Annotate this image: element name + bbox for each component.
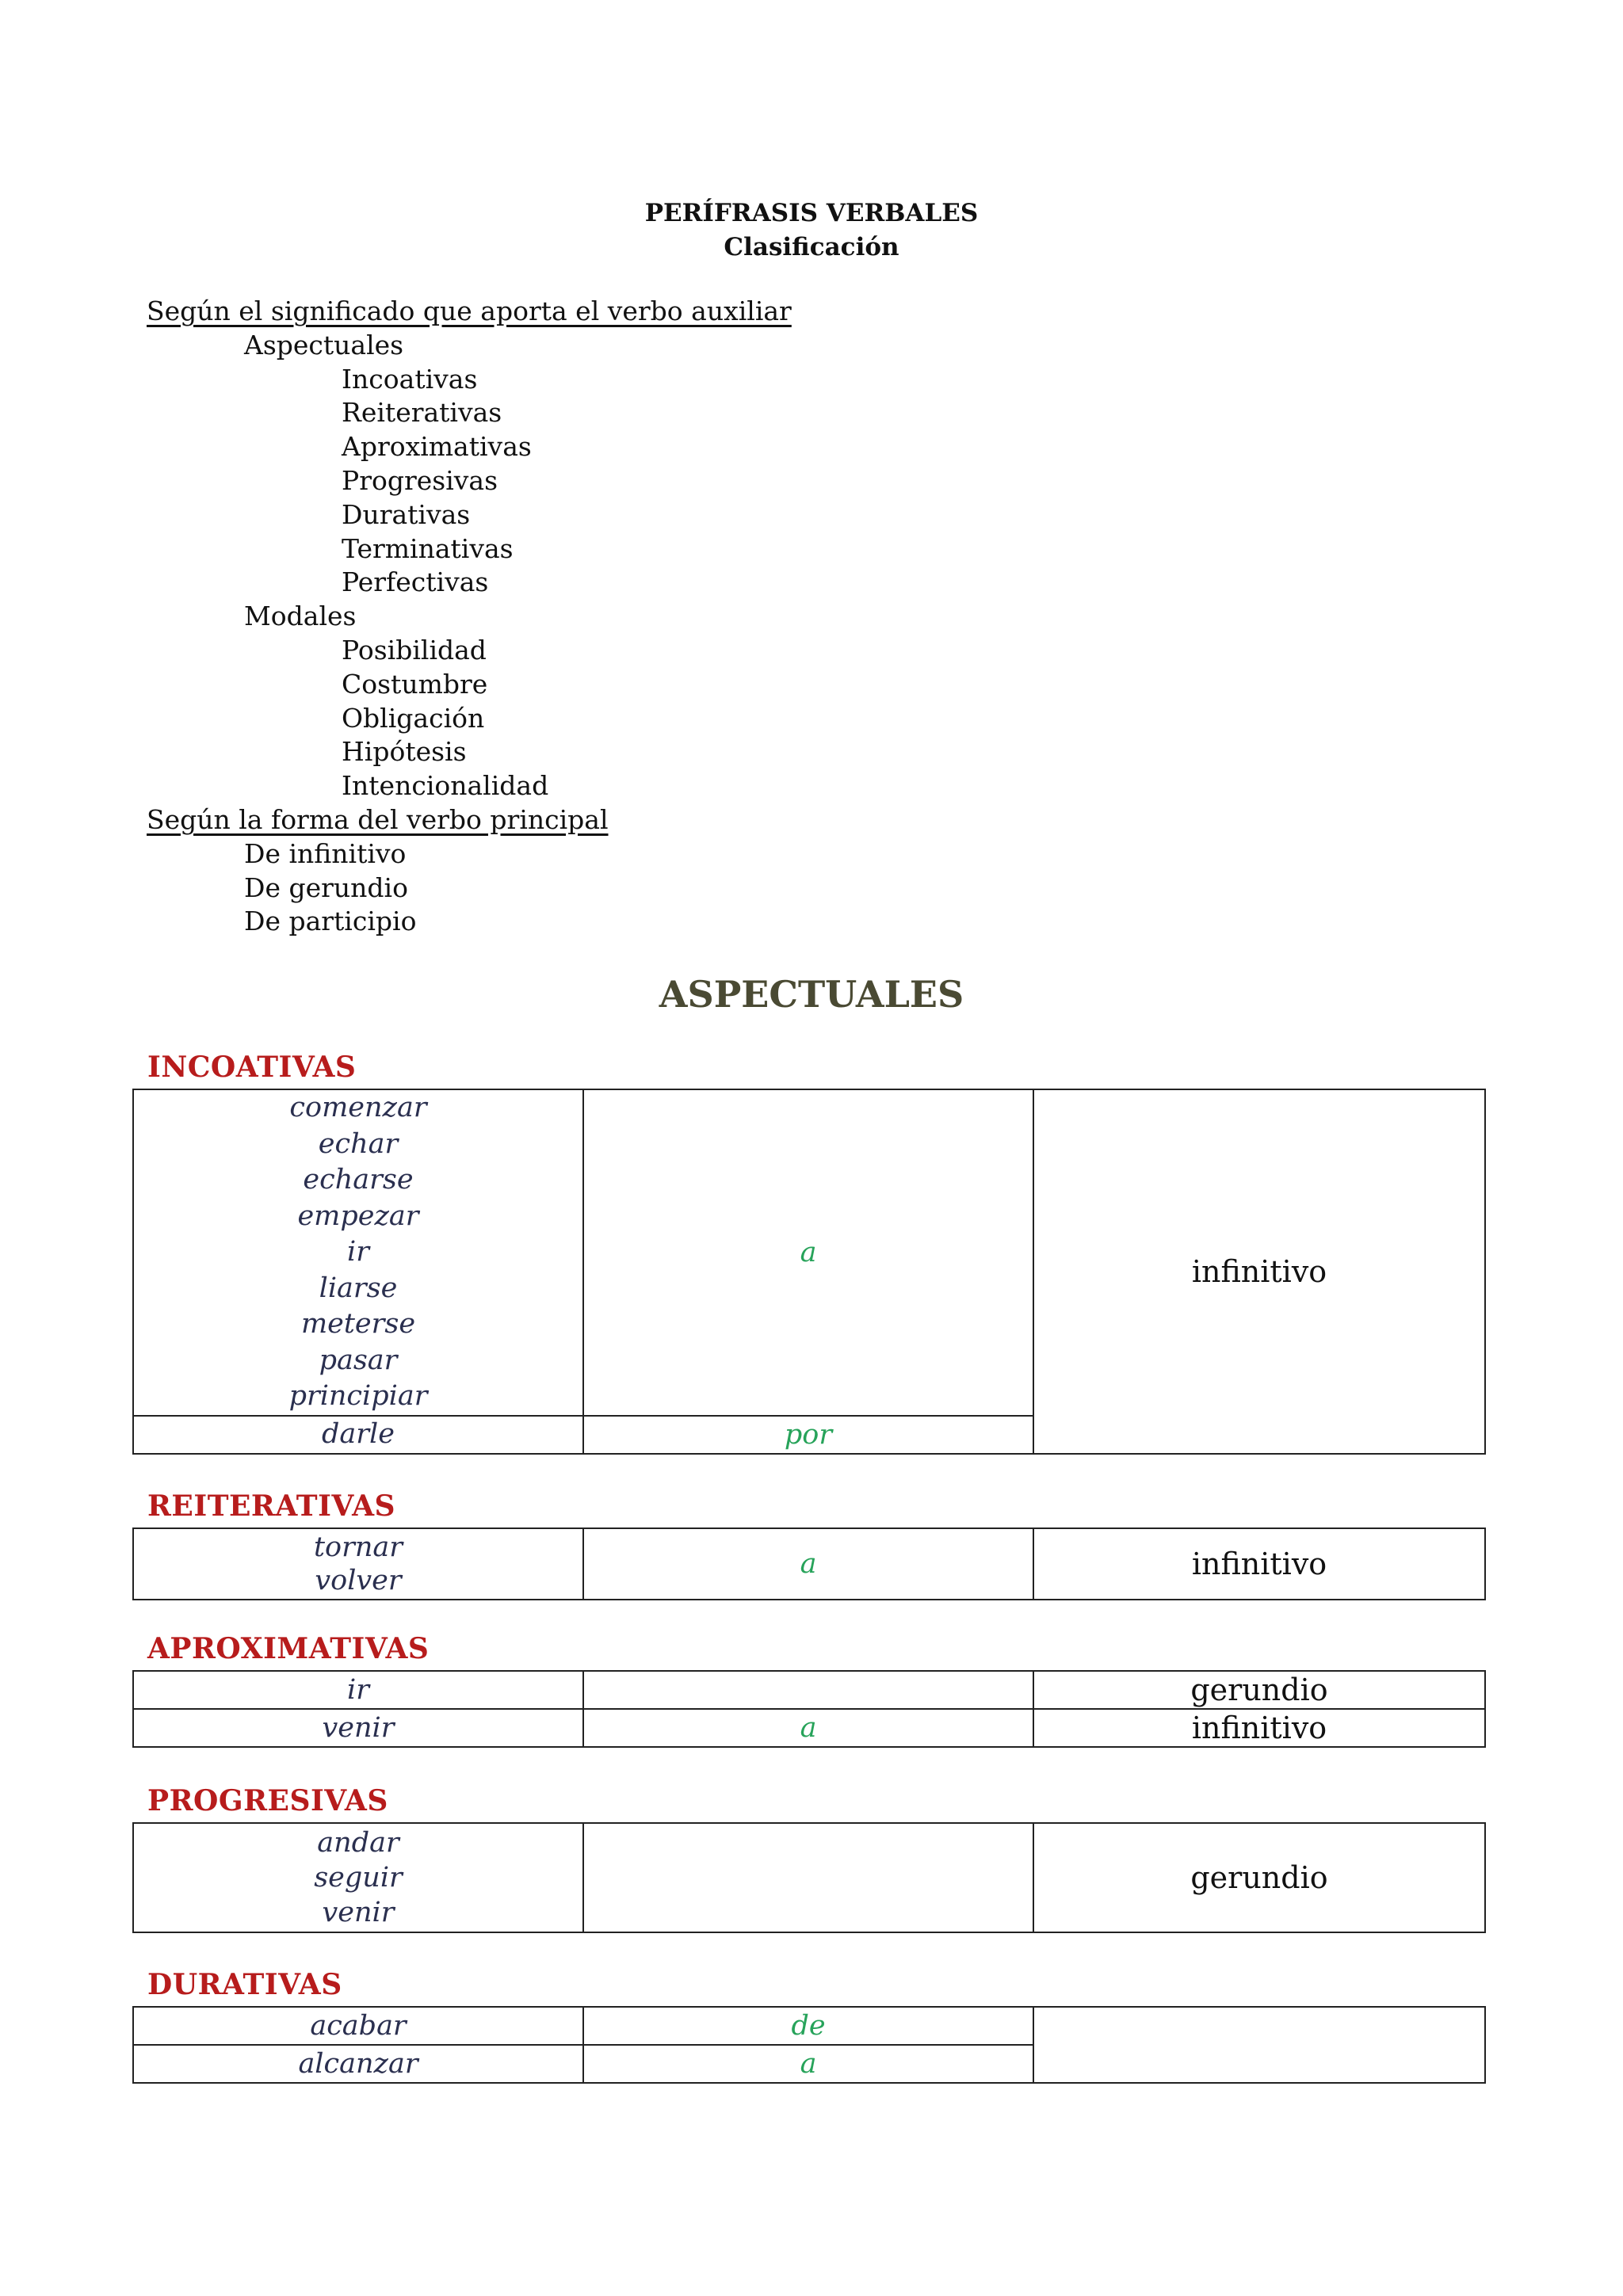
auxiliary-verb: meterse <box>300 1308 416 1341</box>
progresivas-table <box>132 1822 1486 1933</box>
verb-form-cell: gerundio <box>1033 1823 1485 1932</box>
outline-item: Reiterativas <box>342 397 502 429</box>
verb-form-cell: infinitivo <box>1033 1709 1485 1747</box>
aproximativas-heading: APROXIMATIVAS <box>147 1632 430 1665</box>
outline-item: Incoativas <box>342 363 478 395</box>
preposition-cell: a <box>583 2045 1033 2083</box>
preposition-cell: por <box>583 1416 1033 1454</box>
auxiliary-verb: volver <box>315 1565 402 1596</box>
outline-item: Costumbre <box>342 668 488 700</box>
auxiliary-verb: darle <box>322 1418 395 1451</box>
incoativas-table <box>132 1089 1486 1455</box>
preposition-cell: a <box>583 1528 1033 1600</box>
outline-item: Terminativas <box>342 532 514 564</box>
section-title: ASPECTUALES <box>659 973 964 1016</box>
auxiliary-verb: principiar <box>288 1380 428 1413</box>
outline-item: Perfectivas <box>342 566 489 598</box>
auxiliary-verbs-cell <box>133 1089 583 1416</box>
auxiliary-verb: liarse <box>319 1272 398 1304</box>
auxiliary-verb: echarse <box>303 1164 414 1196</box>
outline-item: Intencionalidad <box>342 770 549 802</box>
auxiliary-verb: empezar <box>297 1199 419 1232</box>
auxiliary-verb: seguir <box>314 1862 403 1894</box>
progresivas-heading: PROGRESIVAS <box>147 1784 388 1817</box>
table-row <box>133 1709 1485 1747</box>
outline-item: Hipótesis <box>342 736 467 768</box>
outline-item: Durativas <box>342 498 471 530</box>
outline-item: Según el significado que aporta el verbo auxiliar <box>147 296 792 326</box>
auxiliary-verb: ir <box>347 1236 369 1268</box>
durativas-heading: DURATIVAS <box>147 1968 342 2001</box>
document-title: PERÍFRASIS VERBALES <box>644 199 979 227</box>
outline-item: Posibilidad <box>342 634 487 666</box>
table-row <box>133 1671 1485 1709</box>
auxiliary-verbs-cell <box>133 1416 583 1454</box>
preposition-cell: a <box>583 1709 1033 1747</box>
outline-item: Obligación <box>342 702 485 734</box>
auxiliary-verb: ir <box>133 1671 583 1709</box>
auxiliary-verb: alcanzar <box>133 2045 583 2083</box>
auxiliary-verb: tornar <box>313 1531 403 1563</box>
table-row <box>133 1823 1485 1932</box>
auxiliary-verb: andar <box>317 1827 399 1859</box>
auxiliary-verb: venir <box>322 1897 395 1928</box>
table-row <box>133 1089 1485 1416</box>
aproximativas-table <box>132 1670 1486 1748</box>
outline-item: Según la forma del verbo principal <box>147 803 609 835</box>
preposition-cell <box>583 1671 1033 1709</box>
outline-item: De infinitivo <box>244 837 407 869</box>
verb-form-cell: gerundio <box>1033 1671 1485 1709</box>
preposition-cell <box>583 1823 1033 1932</box>
preposition-cell: de <box>583 2007 1033 2045</box>
table-row <box>133 2007 1485 2045</box>
auxiliary-verbs-cell <box>133 1528 583 1600</box>
reiterativas-table <box>132 1527 1486 1600</box>
outline-item: Modales <box>244 601 357 632</box>
durativas-table <box>132 2006 1486 2084</box>
auxiliary-verb: echar <box>318 1127 399 1160</box>
incoativas-heading: INCOATIVAS <box>147 1051 357 1084</box>
verb-form-cell <box>1033 2007 1485 2083</box>
table-row <box>133 1528 1485 1600</box>
auxiliary-verb: acabar <box>133 2007 583 2045</box>
outline-item: Aproximativas <box>342 431 532 463</box>
classification-outline <box>147 295 792 939</box>
outline-item: Progresivas <box>342 464 498 496</box>
reiterativas-heading: REITERATIVAS <box>147 1489 396 1523</box>
outline-item: De gerundio <box>244 871 408 903</box>
verb-form-cell: infinitivo <box>1033 1089 1485 1454</box>
auxiliary-verb: pasar <box>319 1344 398 1376</box>
outline-item: De participio <box>244 906 417 937</box>
auxiliary-verb: venir <box>133 1709 583 1747</box>
document-subtitle: Clasificación <box>724 233 899 261</box>
preposition-cell: a <box>583 1089 1033 1416</box>
auxiliary-verb: comenzar <box>289 1092 427 1124</box>
outline-item: Aspectuales <box>244 329 404 360</box>
verb-form-cell: infinitivo <box>1033 1528 1485 1600</box>
auxiliary-verbs-cell <box>133 1823 583 1932</box>
